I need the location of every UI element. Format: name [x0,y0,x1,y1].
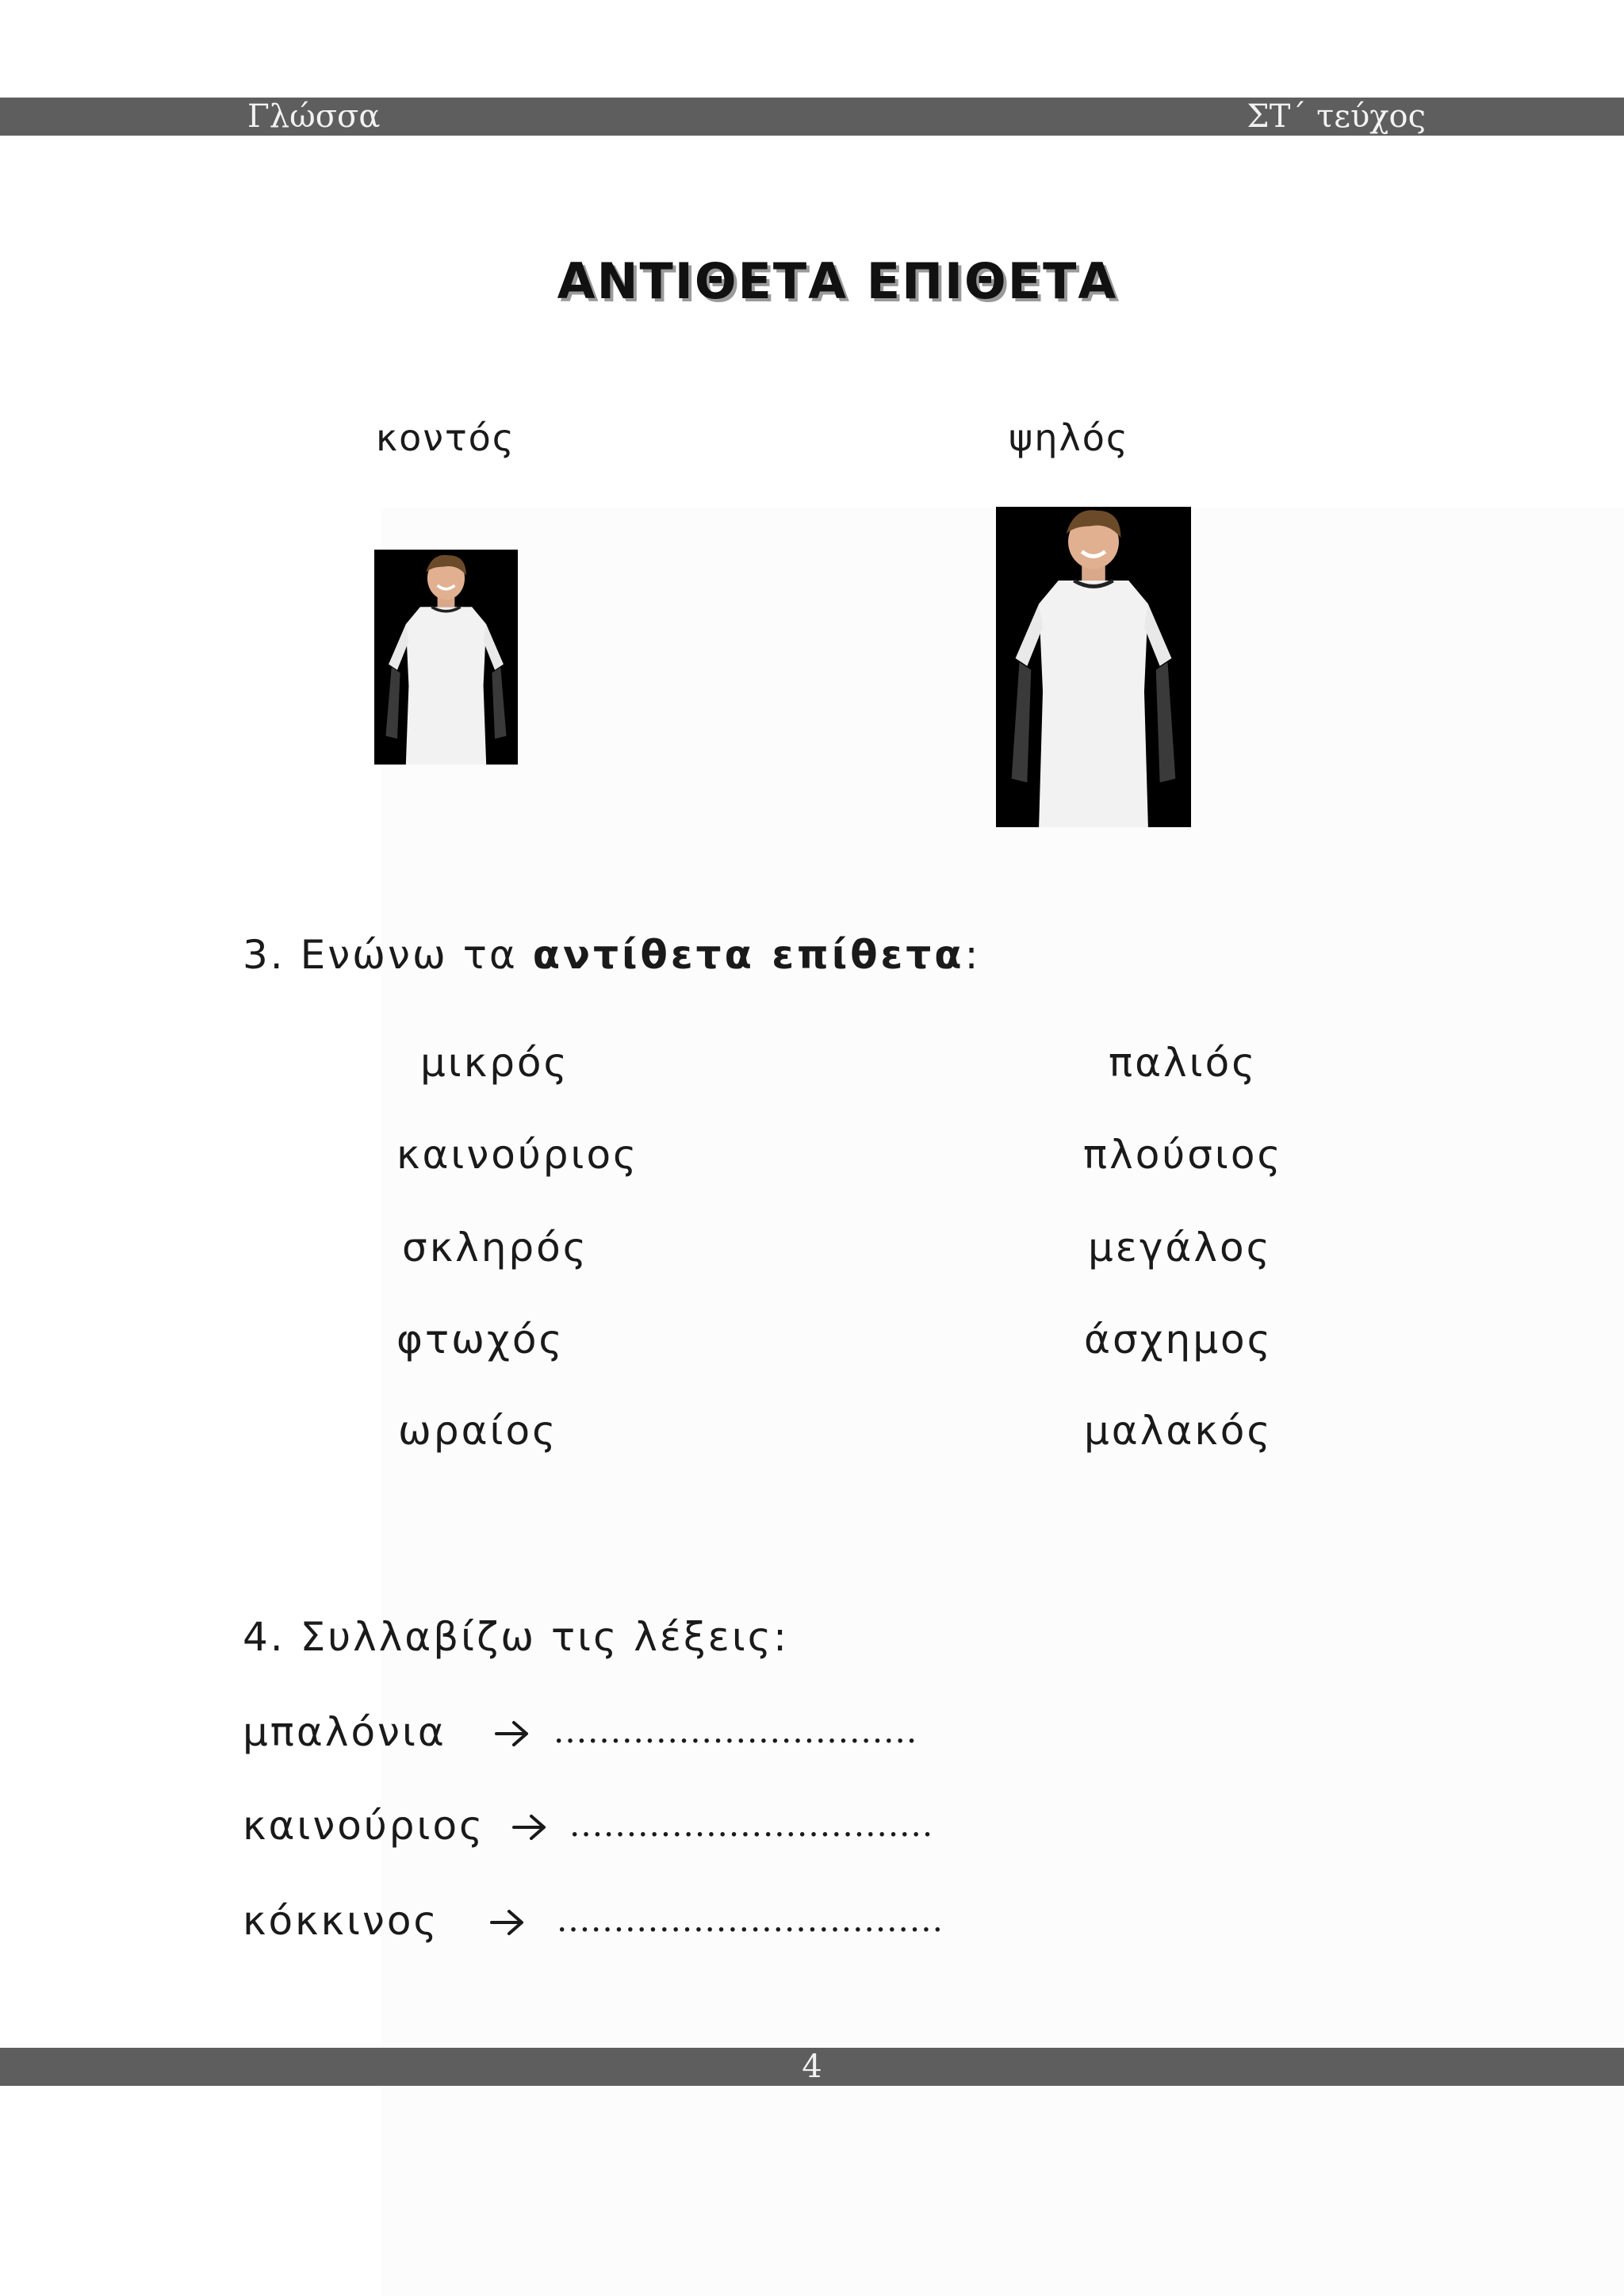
task3-number: 3. [243,932,285,978]
tall-boy-photo [996,507,1191,827]
syllable-blank[interactable]: ................................ [553,1711,918,1750]
header-subject: Γλώσσα [247,98,381,135]
short-label: κοντός [376,416,515,459]
syllable-word: κόκκινος [243,1898,439,1944]
header-bar [0,98,1624,136]
right-word: άσχημος [1084,1317,1273,1363]
arrow-right-icon [488,1907,527,1938]
right-word: μεγάλος [1088,1225,1272,1271]
left-word: φτωχός [396,1317,565,1363]
task3-text-bold: αντίθετα επίθετα [532,932,965,978]
syllable-blank[interactable]: .................................. [557,1900,944,1939]
right-word: παλιός [1109,1040,1258,1086]
task3-text-start: Ενώνω τα [300,932,518,978]
syllable-word: μπαλόνια [243,1709,446,1755]
task4-heading: 4. Συλλαβίζω τις λέξεις: [243,1614,789,1660]
left-word: ωραίος [398,1408,558,1454]
left-word: σκληρός [402,1225,589,1271]
task3-heading [243,932,981,978]
page-title: ΑΝΤΙΘΕΤΑ ΕΠΙΘΕΤΑ [557,252,1118,310]
task3-text-end: : [964,932,981,978]
left-word: μικρός [420,1040,569,1086]
header-issue: ΣΤ΄ τεύχος [1247,98,1426,135]
syllable-blank[interactable]: ................................ [569,1805,934,1844]
right-word: μαλακός [1084,1408,1273,1454]
right-word: πλούσιος [1083,1132,1283,1178]
footer-bar [0,2048,1624,2086]
arrow-right-icon [493,1718,531,1750]
syllable-word: καινούριος [243,1803,485,1849]
tall-label: ψηλός [1009,416,1129,459]
short-boy-photo [374,550,518,765]
arrow-right-icon [511,1811,549,1843]
page-number: 4 [802,2049,822,2085]
left-word: καινούριος [396,1132,639,1178]
